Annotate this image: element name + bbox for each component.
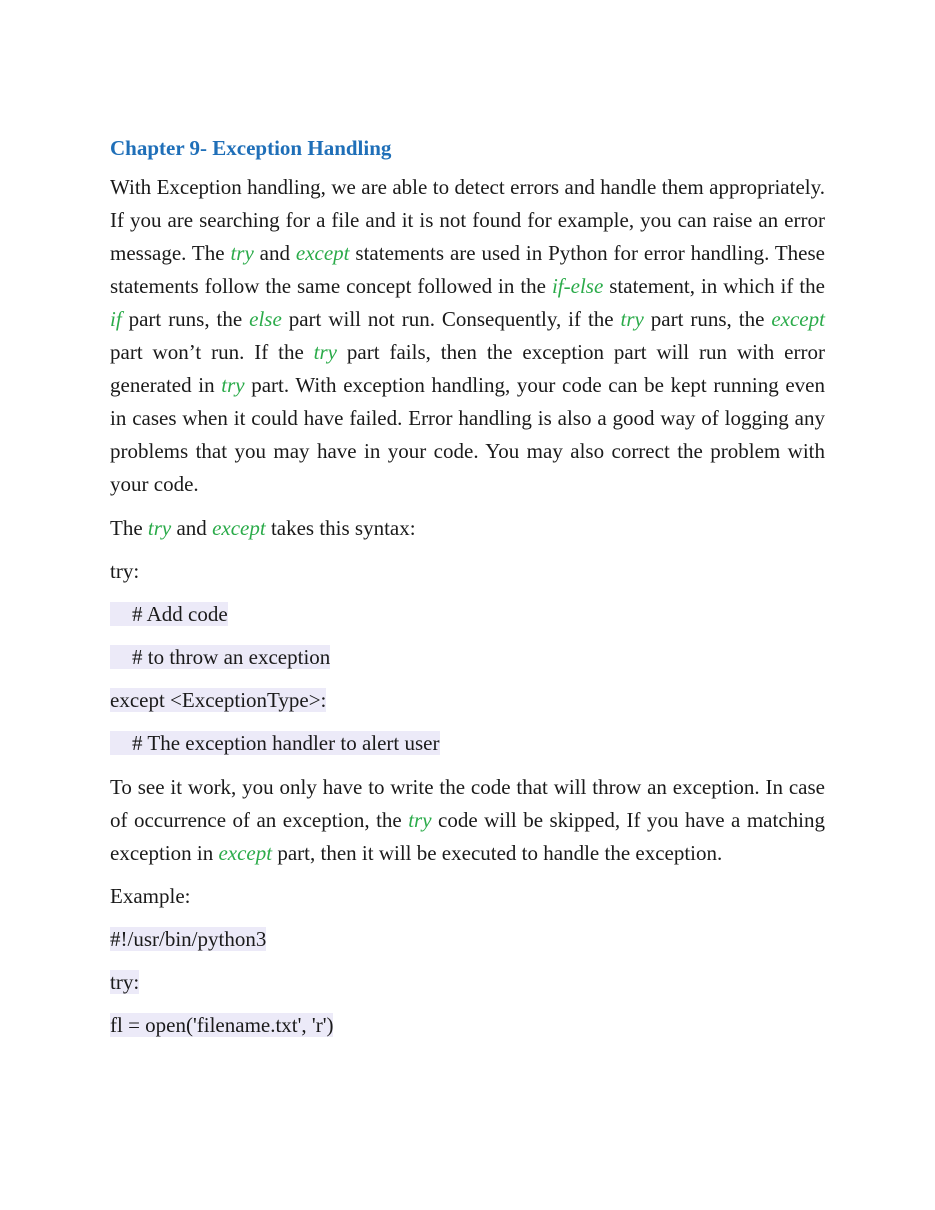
- code-text: try:: [110, 559, 140, 583]
- keyword-try: try: [221, 373, 245, 397]
- keyword-if: if: [110, 307, 122, 331]
- syntax-line-try: [110, 555, 825, 588]
- code-text: except <ExceptionType>:: [110, 688, 327, 712]
- syntax-line-handler: [110, 727, 825, 760]
- chapter-title: Chapter 9- Exception Handling: [110, 136, 392, 160]
- text-run: With Exception handling, we are able to detect errors and handle them appropriately. If you are searching for a file and it is not found for example, you can raise an error message. The: [110, 175, 825, 265]
- code-text: try:: [110, 970, 140, 994]
- text-run: takes this syntax:: [265, 516, 416, 540]
- explain-paragraph: [110, 771, 825, 870]
- text-run: part runs, the: [643, 307, 772, 331]
- syntax-intro: [110, 512, 825, 545]
- text-run: part will not run. Consequently, if the: [281, 307, 621, 331]
- intro-paragraph: [110, 171, 825, 501]
- syntax-line-except: [110, 684, 825, 717]
- keyword-try: try: [230, 241, 254, 265]
- text-run: and: [171, 516, 213, 540]
- example-line-shebang: [110, 923, 825, 956]
- text-run: The: [110, 516, 148, 540]
- code-text: # Add code: [110, 602, 228, 626]
- text-run: statements are used in Python for error handling. These statements follow the same concept followed in the: [110, 241, 825, 298]
- text-run: code will be skipped, If you have a matching exception in: [110, 808, 825, 865]
- text-run: part, then it will be executed to handle the exception.: [272, 841, 723, 865]
- text-run: part won’t run. If the: [110, 340, 314, 364]
- text-run: part. With exception handling, your code can be kept running even in cases when it could have failed. Error handling is also a good way of logging any problems that you may have in your code. You may also correct the problem with your code.: [110, 373, 825, 496]
- keyword-if-else: if-else: [551, 274, 604, 298]
- keyword-try: try: [620, 307, 644, 331]
- example-line-try: [110, 966, 825, 999]
- keyword-except: except: [218, 841, 273, 865]
- label-text: Example:: [110, 884, 191, 908]
- keyword-else: else: [249, 307, 282, 331]
- keyword-try: try: [408, 808, 432, 832]
- keyword-try: try: [313, 340, 337, 364]
- example-line-open: [110, 1009, 825, 1042]
- example-label: [110, 880, 825, 913]
- syntax-line-throw: [110, 641, 825, 674]
- code-text: #!/usr/bin/python3: [110, 927, 267, 951]
- keyword-except: except: [295, 241, 350, 265]
- keyword-except: except: [771, 307, 825, 331]
- code-text: fl = open('filename.txt', 'r'): [110, 1013, 334, 1037]
- code-text: # The exception handler to alert user: [110, 731, 440, 755]
- text-run: statement, in which if the: [603, 274, 825, 298]
- text-run: part fails, then the exception part will run with error generated in: [110, 340, 825, 397]
- syntax-line-add-code: [110, 598, 825, 631]
- text-run: To see it work, you only have to write the code that will throw an exception. In case of occurrence of an exception, the: [110, 775, 825, 832]
- code-text: # to throw an exception: [110, 645, 330, 669]
- text-run: part runs, the: [121, 307, 250, 331]
- keyword-try: try: [147, 516, 172, 540]
- text-run: and: [253, 241, 296, 265]
- keyword-except: except: [212, 516, 266, 540]
